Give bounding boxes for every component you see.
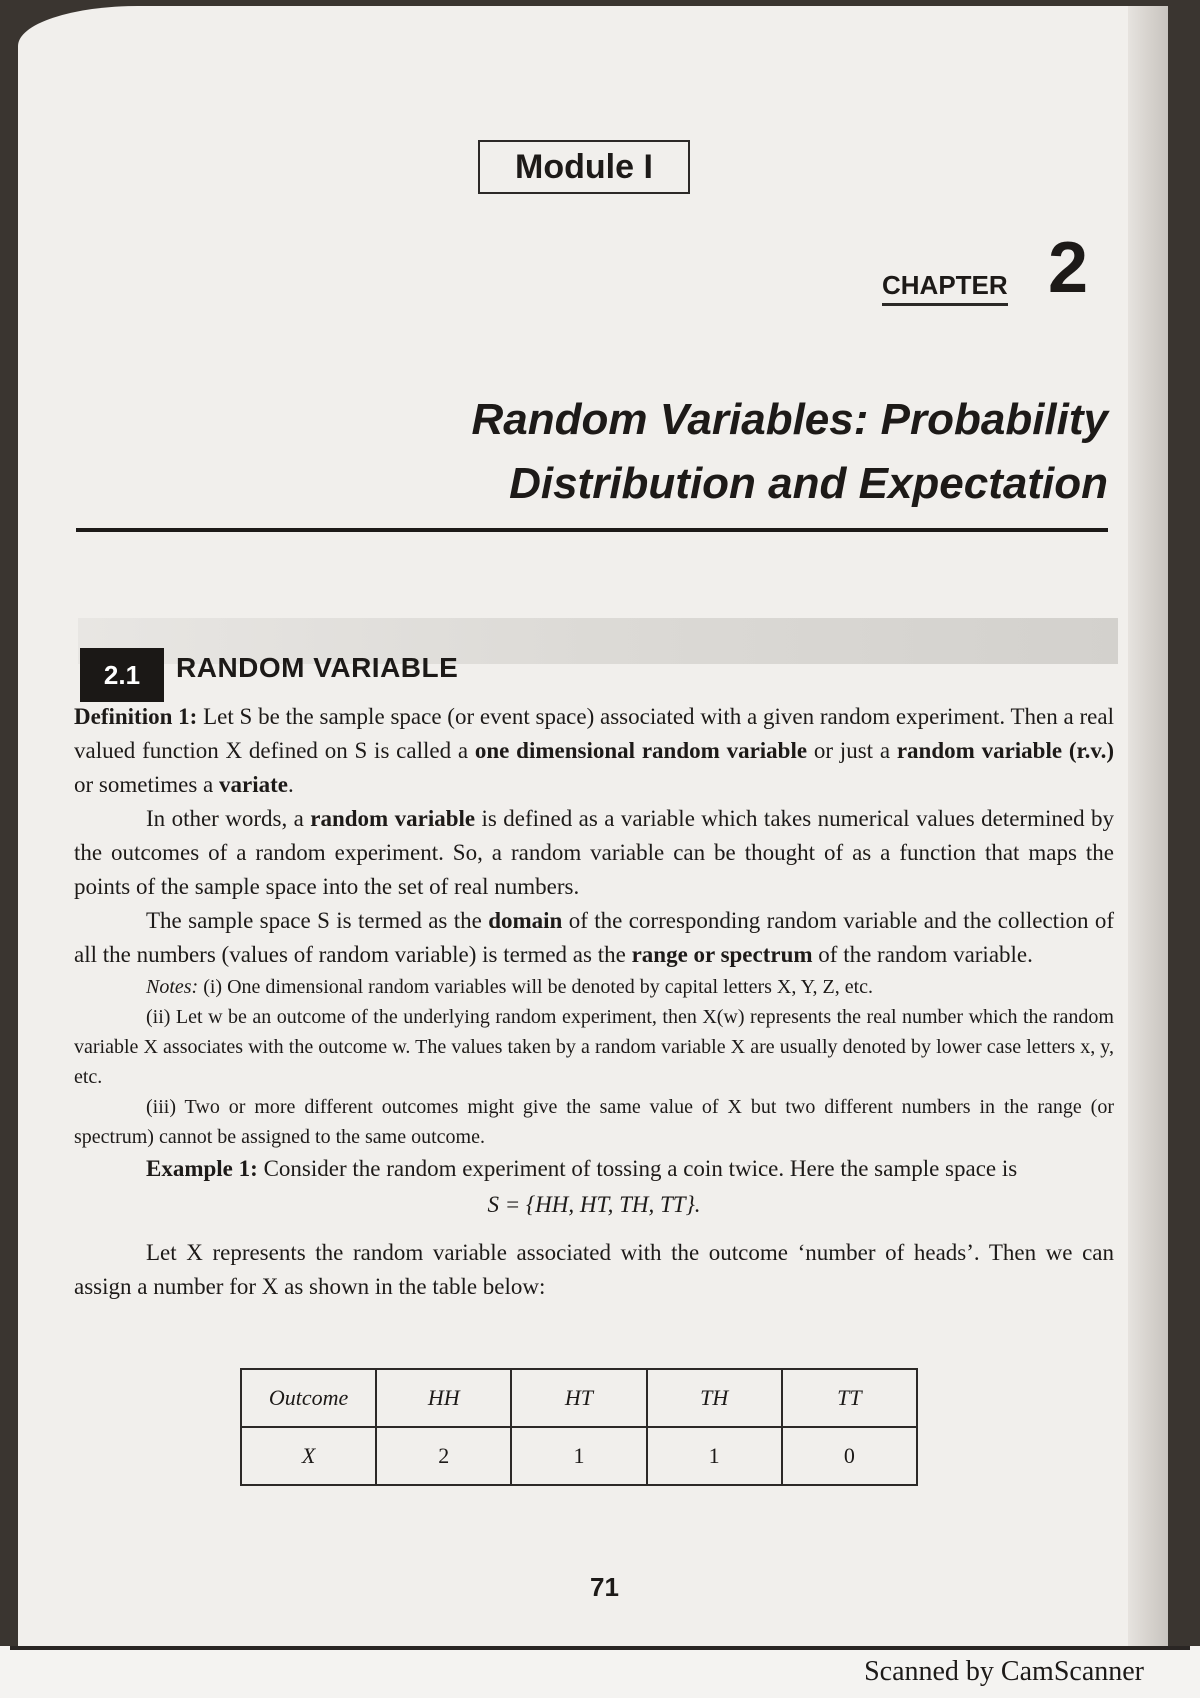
example-follow-text: Let X represents the random variable associated with the outcome ‘number of heads’. Then we can assign a number for X as shown in the table below: bbox=[74, 1240, 1114, 1299]
section-number: 2.1 bbox=[80, 648, 164, 702]
para2-text-1: The sample space S is termed as the bbox=[146, 908, 489, 933]
definition-text-3: or sometimes a bbox=[74, 772, 219, 797]
title-rule bbox=[76, 528, 1108, 532]
table-cell: 1 bbox=[647, 1427, 782, 1485]
para1-text-1: In other words, a bbox=[146, 806, 311, 831]
chapter-title-line-2: Distribution and Expectation bbox=[509, 459, 1108, 508]
sample-space-equation: S = {HH, HT, TH, TT}. bbox=[487, 1192, 701, 1217]
definition-text-4: . bbox=[287, 772, 294, 797]
module-label: Module I bbox=[478, 140, 690, 194]
definition-bold-2: random variable (r.v.) bbox=[896, 738, 1114, 763]
chapter-number: 2 bbox=[1048, 228, 1089, 308]
notes-lead: Notes: bbox=[146, 976, 199, 998]
definition-bold-3: variate bbox=[219, 772, 288, 797]
note-1-text: (i) One dimensional random variables will be denoted by capital letters X, Y, Z, etc. bbox=[198, 976, 874, 998]
table-row bbox=[241, 1427, 917, 1485]
table-header-cell: Outcome bbox=[241, 1369, 376, 1427]
page-edge bbox=[1128, 6, 1168, 1646]
para1-bold-1: random variable bbox=[310, 806, 476, 831]
table-cell: X bbox=[241, 1427, 376, 1485]
page-number: 71 bbox=[590, 1572, 619, 1602]
note-1 bbox=[74, 972, 1114, 1002]
table-header-cell: HT bbox=[511, 1369, 646, 1427]
section-title: RANDOM VARIABLE bbox=[176, 652, 459, 683]
scanner-watermark: Scanned by CamScanner bbox=[864, 1656, 1144, 1687]
chapter-title-line-1: Random Variables: Probability bbox=[471, 395, 1108, 444]
table-header-cell: TH bbox=[647, 1369, 782, 1427]
table-header-cell: HH bbox=[376, 1369, 511, 1427]
paragraph-sample-space bbox=[74, 904, 1114, 972]
body-text bbox=[74, 700, 1114, 1304]
chapter-label: CHAPTER bbox=[882, 270, 1008, 306]
table-header-cell: TT bbox=[782, 1369, 917, 1427]
table-cell: 2 bbox=[376, 1427, 511, 1485]
para2-bold-2: range or spectrum bbox=[631, 942, 813, 967]
chapter-title bbox=[288, 388, 1108, 516]
para2-bold-1: domain bbox=[488, 908, 563, 933]
definition-bold-1: one dimensional random variable bbox=[474, 738, 808, 763]
para1-text-2: is defined as a variable which takes numerical values determined by the outcomes of a random experiment. So, a random variable can be thought of as a function that maps the points of the sample space into the set of real numbers. bbox=[74, 806, 1114, 899]
example-text: Consider the random experiment of tossing a coin twice. Here the sample space is bbox=[257, 1156, 1018, 1181]
footer-line bbox=[10, 1646, 1190, 1650]
outcome-table bbox=[240, 1368, 918, 1486]
definition-text-1: Let S be the sample space (or event space) associated with a given random experiment. Then a real valued function X defined on S is called a bbox=[74, 704, 1114, 763]
definition-lead: Definition 1: bbox=[74, 704, 198, 729]
table-row bbox=[241, 1369, 917, 1427]
para2-text-2: of the corresponding random variable and the collection of all the numbers (values of random variable) is termed as the bbox=[74, 908, 1114, 967]
paragraph-in-other-words bbox=[74, 802, 1114, 904]
example-lead: Example 1: bbox=[146, 1156, 258, 1181]
definition-paragraph bbox=[74, 700, 1114, 802]
note-2: (ii) Let w be an outcome of the underlying random experiment, then X(w) represents the real number which the random variable X associates with the outcome w. The values taken by a random variable X are usually denoted by lower case letters x, y, etc. bbox=[74, 1006, 1114, 1088]
table-cell: 1 bbox=[511, 1427, 646, 1485]
para2-text-3: of the random variable. bbox=[812, 942, 1033, 967]
example-paragraph bbox=[74, 1152, 1114, 1186]
note-3: (iii) Two or more different outcomes might give the same value of X but two different numbers in the range (or spectrum) cannot be assigned to the same outcome. bbox=[74, 1096, 1114, 1148]
definition-text-2: or just a bbox=[807, 738, 897, 763]
table-cell: 0 bbox=[782, 1427, 917, 1485]
